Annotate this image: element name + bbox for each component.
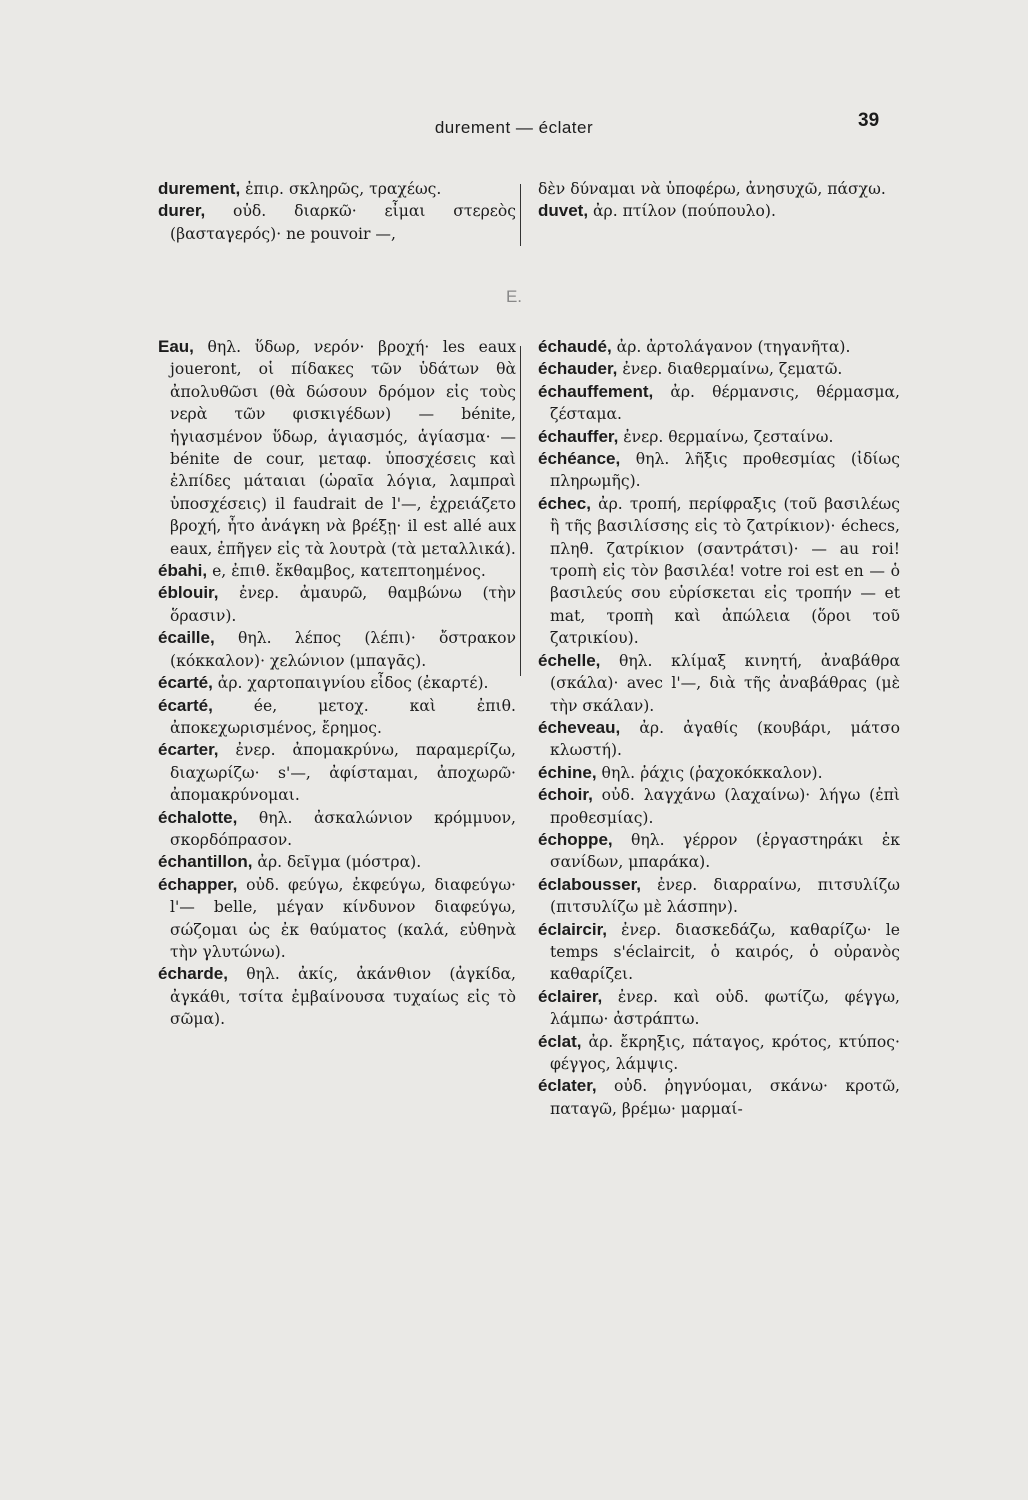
- entry-definition: ἀρ. ἀρτολάγανον (τηγανῆτα).: [611, 338, 851, 356]
- entry-headword: échauffer,: [538, 426, 619, 446]
- entry-headword: échapper,: [158, 874, 238, 894]
- dictionary-entry: [538, 178, 900, 200]
- entry-definition: e, ἐπιθ. ἔκθαμβος, κατεπτοημένος.: [207, 562, 486, 581]
- dictionary-entry: [538, 336, 900, 358]
- entry-headword: échauffement,: [538, 381, 654, 401]
- dictionary-entry: [158, 672, 516, 694]
- entry-definition: ἐνερ. καὶ οὐδ. φωτίζω, φέγγω, λάμπω· ἀστράπτω.: [550, 987, 900, 1029]
- dictionary-entry: [158, 739, 516, 806]
- page-number: 39: [858, 110, 880, 131]
- entry-headword: échoppe,: [538, 829, 613, 849]
- entry-definition: ἀρ. θέρμανσις, θέρμασμα, ζέσταμα.: [550, 382, 900, 424]
- entry-definition: ἀρ. πτίλον (πούπουλο).: [588, 202, 776, 221]
- entry-definition: ἐνερ. θερμαίνω, ζεσταίνω.: [618, 427, 834, 446]
- entry-headword: échec,: [538, 493, 591, 513]
- running-head: durement — éclater: [434, 118, 594, 137]
- entry-headword: duvet,: [538, 201, 589, 221]
- entry-headword: éblouir,: [158, 583, 219, 603]
- entry-definition: ἀρ. χαρτοπαιγνίου εἶδος (ἐκαρτέ).: [212, 674, 489, 693]
- dictionary-entry: [158, 963, 516, 1030]
- dictionary-entry: [538, 874, 900, 919]
- entry-headword: éclater,: [538, 1076, 597, 1096]
- dictionary-entry: [538, 1031, 900, 1076]
- entry-headword: échalotte,: [158, 807, 238, 827]
- entry-definition: δὲν δύναμαι νὰ ὑποφέρω, ἀνησυχῶ, πάσχω.: [538, 180, 886, 198]
- dictionary-entry: [158, 178, 516, 200]
- entry-definition: ἐνερ. ἀπομακρύνω, παραμερίζω, διαχωρίζω· s'—, ἀφίσταμαι, ἀποχωρῶ· ἀπομακρύνομαι.: [170, 741, 516, 805]
- entry-headword: écarté,: [158, 673, 213, 693]
- entry-headword: écarter,: [158, 740, 219, 760]
- entry-headword: échantillon,: [158, 852, 253, 872]
- entry-definition: ἀρ. δεῖγμα (μόστρα).: [252, 853, 422, 872]
- dictionary-entry: [538, 358, 900, 380]
- entry-headword: éclat,: [538, 1031, 582, 1051]
- dictionary-entry: [538, 986, 900, 1031]
- entry-definition: θηλ. ῥάχις (ῥαχοκόκκαλον).: [596, 763, 823, 782]
- entry-definition: ἐνερ. διαθερμαίνω, ζεματῶ.: [617, 360, 843, 379]
- dictionary-entry: [158, 200, 516, 245]
- entry-headword: écheveau,: [538, 717, 621, 737]
- dictionary-entry: [158, 695, 516, 740]
- dictionary-entry: [158, 874, 516, 964]
- entry-definition: ἀρ. ἀγαθίς (κουβάρι, μάτσο κλωστή).: [550, 718, 900, 760]
- entry-headword: échoir,: [538, 785, 593, 805]
- entry-headword: échauder,: [538, 359, 618, 379]
- entry-headword: échéance,: [538, 449, 621, 469]
- dictionary-entry: [158, 582, 516, 627]
- entry-definition: ἐνερ. διαρραίνω, πιτσυλίζω (πιτσυλίζω μὲ λάσπην).: [550, 875, 900, 917]
- column-divider-main: [520, 346, 521, 676]
- dictionary-entry: [158, 560, 516, 582]
- entry-definition: ἐνερ. διασκεδάζω, καθαρίζω· le temps s'éclaircit, ὁ καιρός, ὁ οὐρανὸς καθαρίζει.: [550, 920, 900, 984]
- dictionary-entry: [158, 627, 516, 672]
- entry-definition: ἀρ. ἔκρηξις, πάταγος, κρότος, κτύπος· φέγγος, λάμψις.: [550, 1032, 900, 1073]
- column-divider-top: [520, 184, 521, 246]
- entry-definition: οὐδ. ῥηγνύομαι, σκάνω· κροτῶ, παταγῶ, βρέμω· μαρμαί-: [550, 1077, 900, 1118]
- entry-headword: éclaircir,: [538, 919, 608, 939]
- dictionary-entry: [538, 762, 900, 784]
- top-left-column: [158, 178, 516, 245]
- dictionary-entry: [538, 200, 900, 222]
- entry-headword: échelle,: [538, 650, 601, 670]
- entry-headword: durer,: [158, 201, 206, 221]
- entry-definition: ἀρ. τροπή, περίφραξις (τοῦ βασιλέως ἢ τῆς βασιλίσσης εἰς τὸ ζατρίκιον)· échecs, πληθ. ζατρίκιον (σαντράτσι)· — au roi! τροπὴ εἰς τὸν βασιλέα! votre roi est en — ὁ βασιλεύς σου εὑρίσκεται εἰς τροπήν — et mat, τροπὴ καὶ ἀπώλεια (ὅροι τοῦ ζατρικίου).: [550, 494, 900, 648]
- entry-headword: échaudé,: [538, 337, 612, 356]
- entry-definition: οὐδ. διαρκῶ· εἶμαι στερεὸς (βασταγερός)· ne pouvoir —,: [170, 202, 516, 243]
- section-letter: E.: [505, 287, 523, 306]
- dictionary-entry: [158, 336, 516, 560]
- right-column: [538, 336, 900, 1120]
- entry-headword: écaille,: [158, 628, 215, 648]
- entry-definition: θηλ. ὕδωρ, νερόν· βροχή· les eaux joueront, οἱ πίδακες τῶν ὑδάτων θὰ ἀπολυθῶσι (θὰ δώσουν δρόμον εἰς τοὺς νερὰ τῶν φισκιγέδων) — bénite, ἡγιασμένον ὕδωρ, ἁγιασμός, ἁγίασμα· — bénite de cour, μεταφ. ὑποσχέσεις καὶ ἐλπίδες μάταιαι (ὡραῖα λόγια, λαμπραὶ ὑποσχέσεις) il faudrait de l'—, ἐχρειάζετο βροχή, ἦτο ἀνάγκη νὰ βρέξῃ· il est allé aux eaux, ἐπῆγεν εἰς τὰ λουτρὰ (τὰ μεταλλικά).: [170, 338, 516, 558]
- entry-headword: Eau,: [158, 337, 194, 356]
- entry-headword: écharde,: [158, 964, 228, 984]
- entry-definition: θηλ. κλίμαξ κινητή, ἀναβάθρα (σκάλα)· avec l'—, διὰ τῆς ἀναβάθρας (μὲ τὴν σκάλαν).: [550, 651, 900, 715]
- entry-definition: οὐδ. φεύγω, ἐκφεύγω, διαφεύγω· l'— belle, μέγαν κίνδυνον διαφεύγω, σώζομαι ὡς ἐκ θαύματος (καλά, εὐθηνὰ τὴν γλυτώνω).: [170, 875, 516, 961]
- entry-headword: éclabousser,: [538, 874, 642, 894]
- dictionary-entry: [538, 650, 900, 717]
- entry-definition: θηλ. γέρρον (ἐργαστηράκι ἐκ σανίδων, μπαράκα).: [550, 830, 900, 872]
- entry-definition: οὐδ. λαγχάνω (λαχαίνω)· λήγω (ἐπὶ προθεσμίας).: [550, 786, 900, 827]
- left-column: [158, 336, 516, 1031]
- entry-definition: ἐνερ. ἀμαυρῶ, θαμβώνω (τὴν ὅρασιν).: [170, 584, 516, 625]
- entry-definition: θηλ. ἀσκαλώνιον κρόμμυον, σκορδόπρασον.: [170, 808, 516, 849]
- entry-headword: échine,: [538, 762, 597, 782]
- dictionary-entry: [538, 784, 900, 829]
- entry-headword: durement,: [158, 179, 241, 198]
- dictionary-entry: [158, 851, 516, 873]
- entry-definition: θηλ. λῆξις προθεσμίας (ἰδίως πληρωμῆς).: [550, 450, 900, 491]
- entry-headword: écarté,: [158, 695, 213, 715]
- entry-definition: θηλ. ἀκίς, ἀκάνθιον (ἀγκίδα, ἀγκάθι, τσίτα ἐμβαίνουσα τυχαίως εἰς τὸ σῶμα).: [170, 965, 516, 1029]
- dictionary-entry: [538, 426, 900, 448]
- dictionary-entry: [538, 829, 900, 874]
- dictionary-entry: [538, 493, 900, 650]
- entry-definition: ἐπιρ. σκληρῶς, τραχέως.: [240, 180, 442, 198]
- top-right-column: [538, 178, 900, 223]
- dictionary-entry: [538, 1075, 900, 1120]
- entry-definition: ée, μετοχ. καὶ ἐπιθ. ἀποκεχωρισμένος, ἔρημος.: [170, 696, 516, 737]
- dictionary-entry: [158, 807, 516, 852]
- dictionary-entry: [538, 919, 900, 986]
- entry-headword: éclairer,: [538, 986, 603, 1006]
- dictionary-entry: [538, 717, 900, 762]
- dictionary-entry: [538, 381, 900, 426]
- dictionary-entry: [538, 448, 900, 493]
- entry-definition: θηλ. λέπος (λέπι)· ὄστρακον (κόκκαλον)· χελώνιον (μπαγᾶς).: [170, 629, 516, 670]
- entry-headword: ébahi,: [158, 561, 208, 581]
